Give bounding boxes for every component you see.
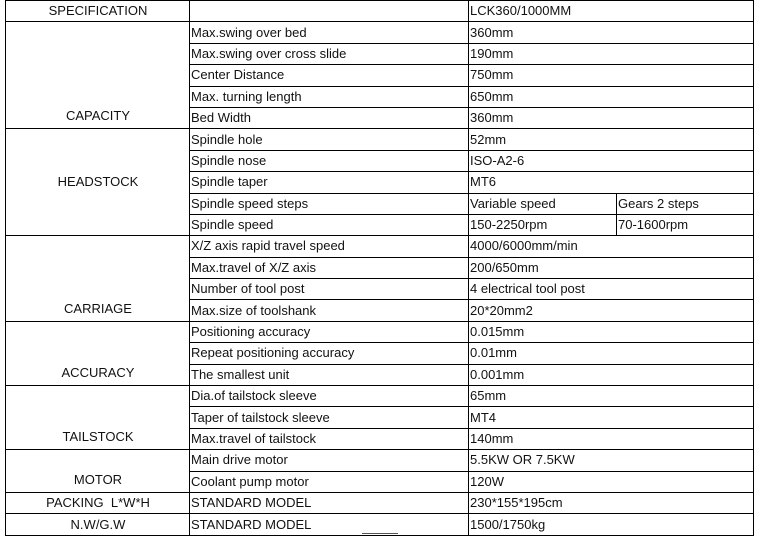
spec-name: Number of tool post bbox=[190, 279, 469, 300]
spec-value: 20*20mm2 bbox=[469, 300, 754, 321]
header-row bbox=[6, 1, 754, 22]
model-header: LCK360/1000MM bbox=[469, 1, 754, 22]
spec-value: 65mm bbox=[469, 386, 754, 407]
spec-name: STANDARD MODEL bbox=[190, 492, 469, 513]
spec-value: 0.015mm bbox=[469, 321, 754, 342]
category-motor: MOTOR bbox=[6, 450, 190, 493]
spec-value-secondary: Gears 2 steps bbox=[617, 193, 754, 214]
spec-name: Repeat positioning accuracy bbox=[190, 343, 469, 364]
spec-value: 360mm bbox=[469, 107, 754, 128]
spec-value: 52mm bbox=[469, 129, 754, 150]
spec-value: MT4 bbox=[469, 407, 754, 428]
spec-header: SPECIFICATION bbox=[6, 1, 190, 22]
spec-name: Spindle hole bbox=[190, 129, 469, 150]
spec-name: Max.size of toolshank bbox=[190, 300, 469, 321]
spec-name: Coolant pump motor bbox=[190, 471, 469, 492]
spec-name: Dia.of tailstock sleeve bbox=[190, 386, 469, 407]
spec-name: Main drive motor bbox=[190, 450, 469, 471]
spec-name: Spindle speed bbox=[190, 214, 469, 235]
table-row bbox=[6, 129, 754, 150]
spec-name: Max.travel of tailstock bbox=[190, 428, 469, 449]
spec-value: Variable speed bbox=[469, 193, 617, 214]
table-row bbox=[6, 22, 754, 43]
table-row bbox=[6, 321, 754, 342]
spec-value: 650mm bbox=[469, 86, 754, 107]
header-blank bbox=[190, 1, 469, 22]
spec-value: 4000/6000mm/min bbox=[469, 236, 754, 257]
spec-name: X/Z axis rapid travel speed bbox=[190, 236, 469, 257]
spec-value: 360mm bbox=[469, 22, 754, 43]
spec-value: 4 electrical tool post bbox=[469, 279, 754, 300]
category-weight: N.W/G.W bbox=[6, 514, 190, 535]
spec-value: 1500/1750kg bbox=[469, 514, 754, 535]
spec-name: STANDARD MODEL bbox=[190, 514, 469, 535]
spec-value: 190mm bbox=[469, 43, 754, 64]
spec-name: Spindle speed steps bbox=[190, 193, 469, 214]
spec-value: MT6 bbox=[469, 172, 754, 193]
spec-value: 120W bbox=[469, 471, 754, 492]
table-row bbox=[6, 236, 754, 257]
spec-value: ISO-A2-6 bbox=[469, 150, 754, 171]
spec-value: 230*155*195cm bbox=[469, 492, 754, 513]
category-capacity: CAPACITY bbox=[6, 22, 190, 129]
spec-value: 150-2250rpm bbox=[469, 214, 617, 235]
specification-table bbox=[5, 0, 754, 536]
spec-name: Center Distance bbox=[190, 65, 469, 86]
page-mark bbox=[362, 533, 398, 534]
category-headstock: HEADSTOCK bbox=[6, 129, 190, 236]
category-tailstock: TAILSTOCK bbox=[6, 386, 190, 450]
spec-name: Max.swing over cross slide bbox=[190, 43, 469, 64]
spec-name: Max. turning length bbox=[190, 86, 469, 107]
spec-value: 0.001mm bbox=[469, 364, 754, 385]
spec-name: Max.travel of X/Z axis bbox=[190, 257, 469, 278]
category-carriage: CARRIAGE bbox=[6, 236, 190, 322]
spec-name: Bed Width bbox=[190, 107, 469, 128]
spec-name: Spindle nose bbox=[190, 150, 469, 171]
spec-value: 140mm bbox=[469, 428, 754, 449]
table-row bbox=[6, 450, 754, 471]
spec-value: 750mm bbox=[469, 65, 754, 86]
table-row bbox=[6, 492, 754, 513]
spec-value-secondary: 70-1600rpm bbox=[617, 214, 754, 235]
spec-name: Spindle taper bbox=[190, 172, 469, 193]
spec-name: Max.swing over bed bbox=[190, 22, 469, 43]
spec-value: 5.5KW OR 7.5KW bbox=[469, 450, 754, 471]
spec-name: Taper of tailstock sleeve bbox=[190, 407, 469, 428]
table-row bbox=[6, 386, 754, 407]
spec-value: 200/650mm bbox=[469, 257, 754, 278]
spec-name: The smallest unit bbox=[190, 364, 469, 385]
category-packing: PACKING L*W*H bbox=[6, 492, 190, 513]
category-accuracy: ACCURACY bbox=[6, 321, 190, 385]
spec-value: 0.01mm bbox=[469, 343, 754, 364]
spec-name: Positioning accuracy bbox=[190, 321, 469, 342]
